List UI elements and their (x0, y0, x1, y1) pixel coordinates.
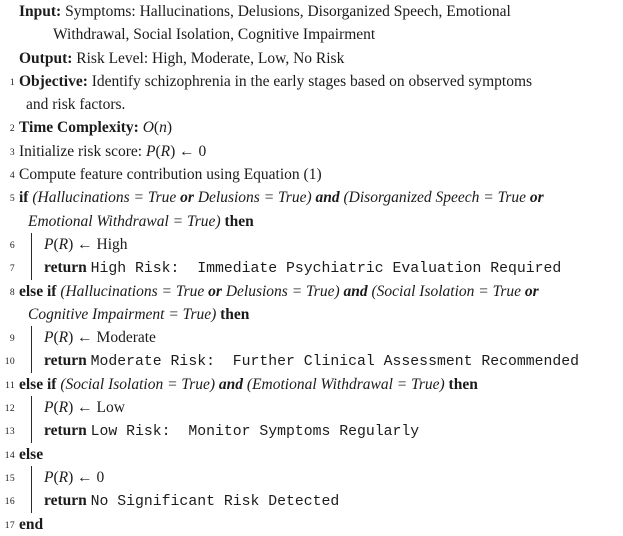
code-segment: Risk Level: High, Moderate, Low, No Risk (72, 49, 345, 67)
code-segment: Delusions = True) (221, 282, 344, 300)
code-segment: ) (68, 468, 74, 486)
code-segment: then (448, 375, 478, 393)
line-number: 16 (4, 496, 15, 508)
code-segment: Cognitive Impairment = True) (28, 305, 221, 323)
line-number: 17 (4, 519, 15, 531)
algorithm-line (0, 466, 623, 489)
code-segment: (Hallucinations = True (32, 189, 181, 207)
algorithm-line (0, 396, 623, 419)
algorithm-line (0, 489, 623, 512)
code-segment: ( (153, 119, 160, 137)
code-segment: (Emotional Withdrawal = True) (243, 375, 449, 393)
algorithm-line (0, 140, 623, 163)
code-segment: ← High (73, 235, 128, 253)
line-number: 4 (9, 170, 15, 182)
algorithm-line (0, 373, 623, 396)
code-segment: then (220, 305, 250, 323)
line-number: 15 (4, 472, 15, 484)
code-segment: R (58, 468, 69, 486)
code-segment: P (44, 468, 54, 486)
code-segment: if (19, 189, 33, 207)
code-segment: Symptoms: Hallucinations, Delusions, Disorganized Speech, Emotional (61, 3, 511, 20)
code-segment: ) (166, 119, 172, 137)
code-segment: return (44, 422, 91, 440)
code-segment: ( (155, 142, 161, 160)
code-segment: return (44, 492, 91, 510)
code-segment: High Risk: Immediate Psychiatric Evaluation Required (90, 261, 562, 278)
algorithm-line (0, 303, 623, 326)
algorithm-line (0, 280, 623, 303)
code-segment: else (19, 445, 44, 463)
code-segment: ) (68, 235, 74, 253)
code-segment: ( (53, 468, 59, 486)
code-segment: O (142, 119, 154, 137)
line-number: 7 (9, 263, 15, 275)
line-number: 9 (9, 333, 15, 345)
code-segment: or (208, 282, 222, 300)
code-segment: P (44, 399, 54, 417)
algorithm-line (0, 70, 623, 93)
code-segment: Compute feature contribution using Equation (1) (19, 166, 322, 184)
code-segment: ) (68, 329, 74, 347)
code-segment: (Social Isolation = True) (60, 375, 219, 393)
code-segment: ) (170, 142, 176, 160)
algorithm-line (0, 443, 623, 466)
code-segment: ) (68, 399, 74, 417)
algorithm-line (0, 0, 623, 23)
code-segment: ( (53, 329, 59, 347)
code-segment: (Hallucinations = True (60, 282, 209, 300)
code-segment: P (44, 235, 54, 253)
code-segment: Objective: (19, 72, 88, 90)
code-segment: and risk factors. (26, 96, 126, 114)
code-segment: No Significant Risk Detected (90, 494, 340, 511)
algorithm-line (0, 513, 623, 536)
code-segment: or (524, 282, 539, 300)
algorithm-line (0, 47, 623, 70)
algorithm-line (0, 186, 623, 209)
code-segment: Moderate Risk: Further Clinical Assessment Recommended (90, 354, 580, 371)
algorithm-line (0, 419, 623, 442)
code-segment: P (145, 142, 156, 160)
code-segment: ← 0 (73, 468, 105, 486)
line-number: 12 (4, 403, 15, 415)
algorithm-line (0, 233, 623, 256)
code-segment: and (343, 282, 368, 300)
algorithm-line (0, 349, 623, 372)
line-number: 6 (9, 239, 15, 251)
code-segment: Low Risk: Monitor Symptoms Regularly (90, 424, 420, 441)
algorithm-line (0, 256, 623, 279)
code-segment: Emotional Withdrawal = True) (28, 212, 225, 230)
line-number: 2 (9, 123, 15, 135)
code-segment: (Disorganized Speech = True (339, 189, 530, 207)
code-segment: or (529, 189, 544, 207)
line-number: 14 (4, 449, 15, 461)
code-segment: R (58, 235, 69, 253)
code-segment: else if (19, 375, 61, 393)
code-segment: else if (19, 282, 61, 300)
code-segment: R (58, 399, 69, 417)
algorithm-line (0, 23, 623, 46)
code-segment: Output: (19, 49, 73, 67)
code-segment: ← Low (73, 399, 125, 417)
code-segment: or (180, 189, 194, 207)
code-segment: Delusions = True) (193, 189, 316, 207)
code-segment: R (160, 142, 171, 160)
line-number: 1 (9, 76, 15, 88)
code-segment: ← Moderate (73, 329, 156, 347)
line-number: 10 (4, 356, 15, 368)
code-segment: return (44, 352, 91, 370)
line-number: 3 (9, 146, 15, 158)
code-segment: ← 0 (175, 142, 207, 160)
code-segment: Initialize risk score: (19, 142, 146, 160)
code-segment: n (159, 119, 167, 137)
code-segment: then (224, 212, 254, 230)
code-segment: ( (53, 235, 59, 253)
algorithm-line (0, 116, 623, 139)
code-segment: end (19, 515, 44, 533)
code-segment: R (58, 329, 69, 347)
code-segment: Withdrawal, Social Isolation, Cognitive Impairment (53, 26, 376, 44)
algorithm-line (0, 93, 623, 116)
code-segment: Input: (19, 3, 62, 20)
code-segment: (Social Isolation = True (367, 282, 525, 300)
line-number: 8 (9, 286, 15, 298)
line-number: 13 (4, 426, 15, 438)
code-segment: Identify schizophrenia in the early stages based on observed symptoms (87, 72, 533, 90)
code-segment: Time Complexity: (19, 119, 143, 137)
algorithm-line (0, 163, 623, 186)
algorithm-line (0, 326, 623, 349)
algorithm-line (0, 210, 623, 233)
code-segment: return (44, 259, 91, 277)
code-segment: and (218, 375, 244, 393)
line-number: 11 (5, 379, 15, 391)
code-segment: ( (53, 399, 59, 417)
code-segment: and (315, 189, 340, 207)
line-number: 5 (9, 193, 15, 205)
code-segment: P (44, 329, 54, 347)
